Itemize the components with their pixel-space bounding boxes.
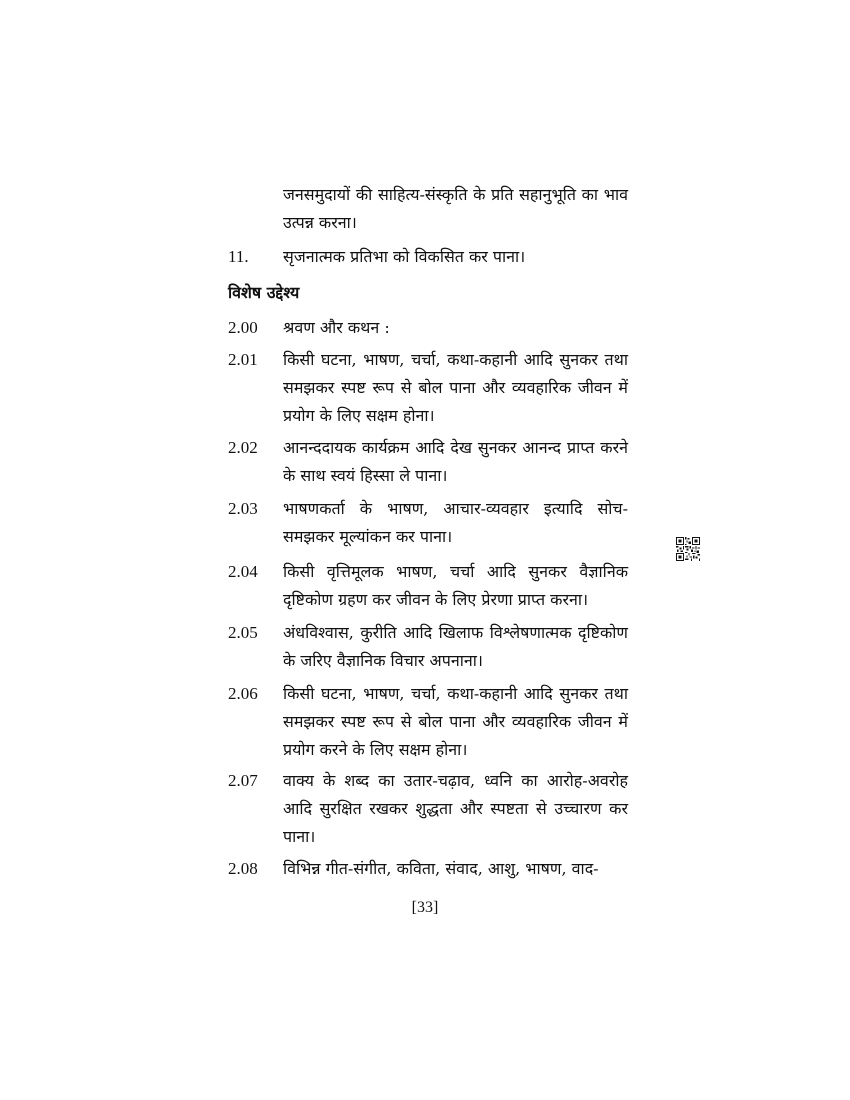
item-number: 2.05 xyxy=(228,623,258,642)
item-text: किसी घटना, भाषण, चर्चा, कथा-कहानी आदि सुनकर तथा समझकर स्पष्ट रूप से बोल पाना और व्यवहारिक जीवन में प्रयोग करने के लिए सक्षम होना। xyxy=(283,684,628,759)
item-text: अंधविश्वास, कुरीति आदि खिलाफ विश्लेषणात्मक दृष्टिकोण के जरिए वैज्ञानिक विचार अपनाना। xyxy=(283,623,628,670)
item-number: 2.08 xyxy=(228,859,258,878)
item-number: 2.03 xyxy=(228,499,258,518)
item-number: 2.01 xyxy=(228,350,258,369)
item-number: 2.04 xyxy=(228,562,258,581)
item-number: 2.06 xyxy=(228,684,258,703)
item-number: 2.00 xyxy=(228,318,258,337)
section-heading: विशेष उद्देश्य xyxy=(228,283,300,302)
qr-code-icon xyxy=(676,537,700,561)
item-text: सृजनात्मक प्रतिभा को विकसित कर पाना। xyxy=(283,247,526,266)
item-number: 11. xyxy=(228,247,249,266)
item-text: विभिन्न गीत-संगीत, कविता, संवाद, आशु, भाषण, वाद- xyxy=(283,859,599,878)
item-number: 2.07 xyxy=(228,771,258,790)
item-text: भाषणकर्ता के भाषण, आचार-व्यवहार इत्यादि सोच-समझकर मूल्यांकन कर पाना। xyxy=(283,499,628,546)
continuation-paragraph: जनसमुदायों की साहित्य-संस्कृति के प्रति सहानुभूति का भाव उत्पन्न करना। xyxy=(283,185,628,232)
item-text: किसी घटना, भाषण, चर्चा, कथा-कहानी आदि सुनकर तथा समझकर स्पष्ट रूप से बोल पाना और व्यवहारिक जीवन में प्रयोग के लिए सक्षम होना। xyxy=(283,350,628,425)
item-text: वाक्य के शब्द का उतार-चढ़ाव, ध्वनि का आरोह-अवरोह आदि सुरक्षित रखकर शुद्धता और स्पष्टता से उच्चारण कर पाना। xyxy=(283,771,628,846)
item-text: किसी वृत्तिमूलक भाषण, चर्चा आदि सुनकर वैज्ञानिक दृष्टिकोण ग्रहण कर जीवन के लिए प्रेरणा प्राप्त करना। xyxy=(283,562,628,609)
item-text: श्रवण और कथन : xyxy=(283,318,390,337)
item-text: आनन्ददायक कार्यक्रम आदि देख सुनकर आनन्द प्राप्त करने के साथ स्वयं हिस्सा ले पाना। xyxy=(283,438,628,485)
page-number: [33] xyxy=(411,899,439,916)
item-number: 2.02 xyxy=(228,438,258,457)
